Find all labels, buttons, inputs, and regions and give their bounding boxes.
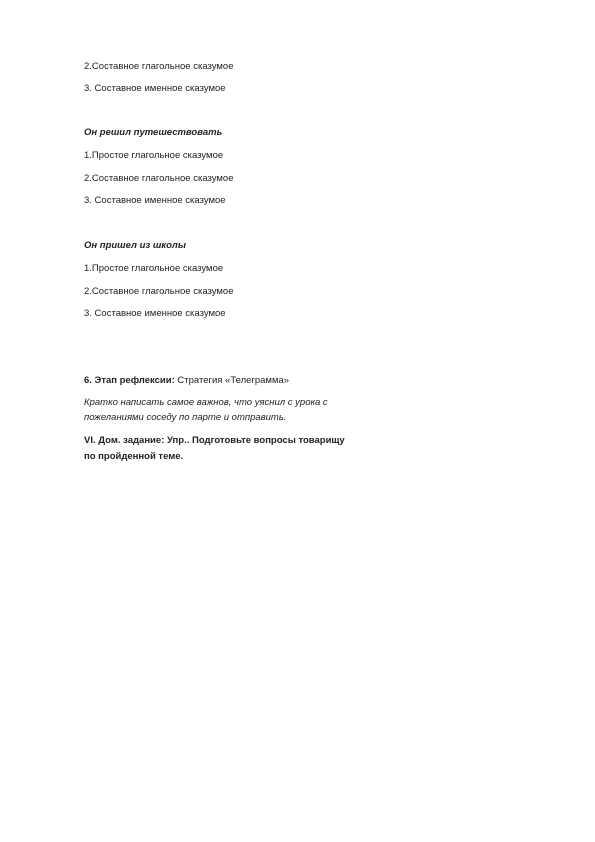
block2-option-2: 2.Составное глагольное сказумое bbox=[84, 173, 234, 184]
homework-line-1: VI. Дом. задание: Упр.. Подготовьте вопросы товарищу bbox=[84, 435, 345, 446]
reflection-instruction-line-2: пожеланиями соседу по парте и отправить. bbox=[84, 412, 287, 423]
reflection-line bbox=[84, 375, 289, 387]
block3-option-3: 3. Составное именное сказумое bbox=[84, 308, 226, 319]
homework-line-2: по пройденной теме. bbox=[84, 451, 184, 462]
reflection-instruction-line-1: Кратко написать самое важнов, что уяснил с урока с bbox=[84, 397, 328, 408]
block2-option-1: 1.Простое глагольное сказумое bbox=[84, 150, 224, 161]
block1-option-2: 2.Составное глагольное сказумое bbox=[84, 61, 234, 72]
block2-heading: Он решил путешествовать bbox=[84, 127, 223, 138]
reflection-strategy: Стратегия «Телеграмма» bbox=[174, 375, 290, 386]
block3-option-1: 1.Простое глагольное сказумое bbox=[84, 263, 224, 274]
block3-option-2: 2.Составное глагольное сказумое bbox=[84, 286, 234, 297]
block3-heading: Он пришел из школы bbox=[84, 240, 186, 251]
block1-option-3: 3. Составное именное сказумое bbox=[84, 83, 226, 94]
block2-option-3: 3. Составное именное сказумое bbox=[84, 195, 226, 206]
reflection-label: 6. Этап рефлексии: bbox=[84, 375, 175, 386]
